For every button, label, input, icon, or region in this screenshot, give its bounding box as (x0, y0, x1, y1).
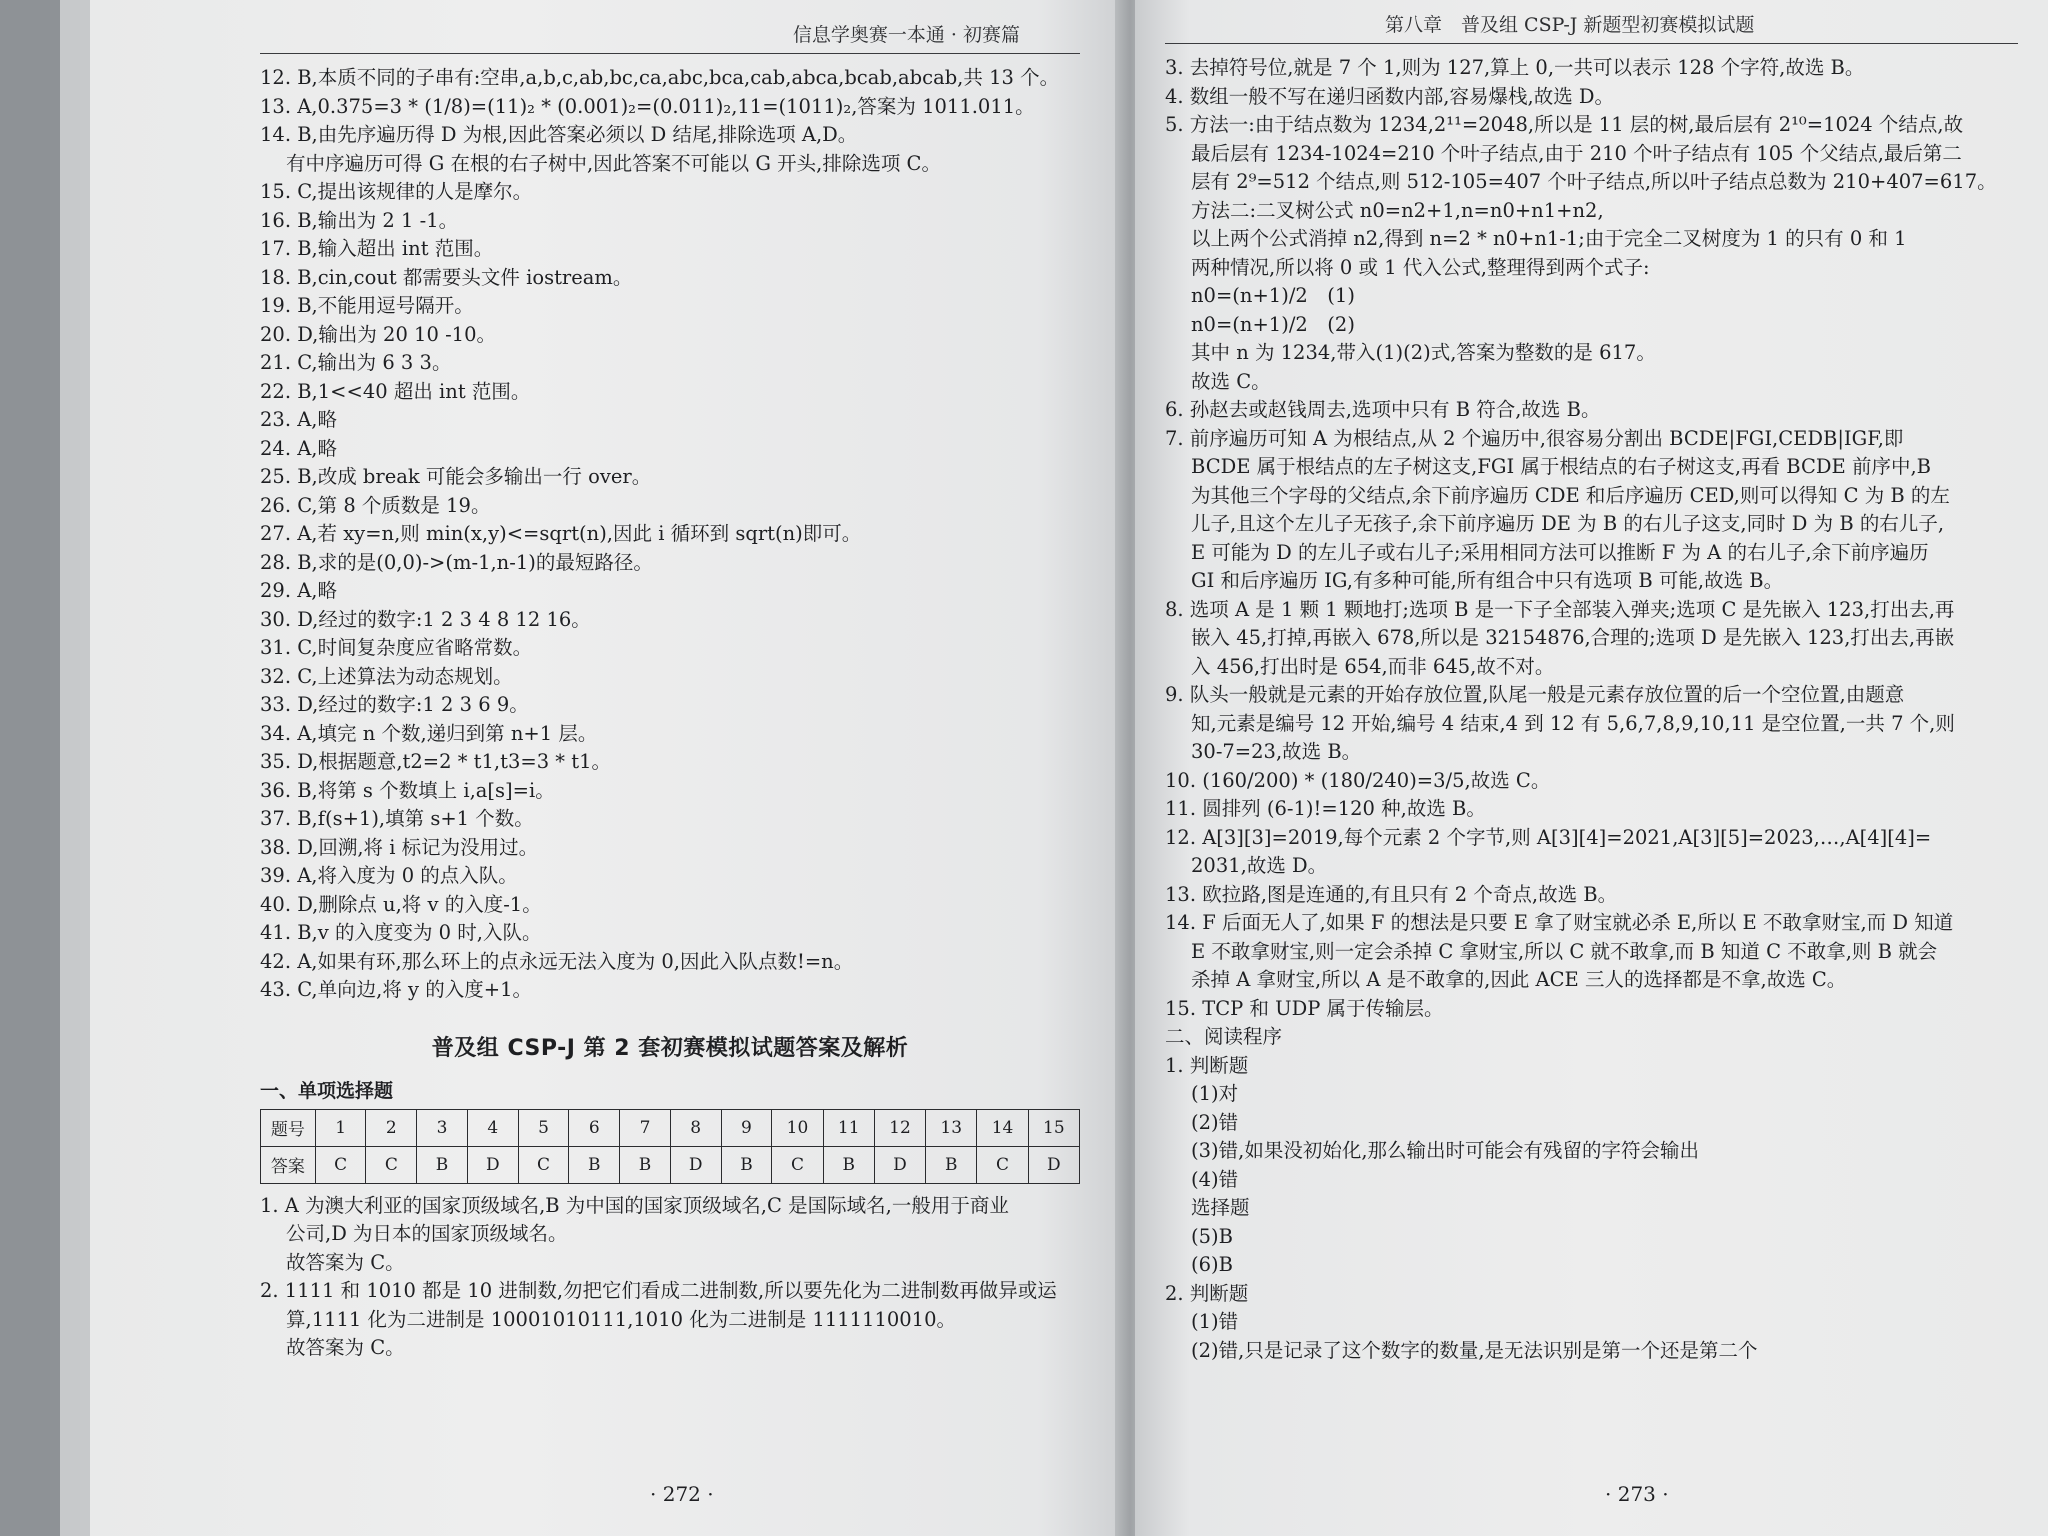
left-answer-list (260, 64, 1080, 1005)
text-line: 12. A[3][3]=2019,每个元素 2 个字节,则 A[3][4]=2021,A[3][5]=2023,…,A[4][4]= (1165, 825, 1932, 849)
text-line: 29. A,略 (260, 579, 337, 602)
text-line: 方法二:二叉树公式 n0=n2+1,n=n0+n1+n2, (1191, 198, 1604, 222)
text-line: 12. B,本质不同的子串有:空串,a,b,c,ab,bc,ca,abc,bca,cab,abca,bcab,abcab,共 13 个。 (260, 66, 1060, 89)
text-line: 20. D,输出为 20 10 -10。 (260, 322, 496, 346)
page-number-left: · 272 · (650, 1482, 714, 1506)
section-title: 普及组 CSP-J 第 2 套初赛模拟试题答案及解析 (431, 1035, 909, 1061)
answer-cell: D (467, 1146, 518, 1183)
question-number-cell: 9 (721, 1109, 772, 1146)
text-line: 40. D,删除点 u,将 v 的入度-1。 (260, 892, 542, 916)
text-line: (2)错 (1191, 1110, 1239, 1134)
text-line: 故答案为 C。 (286, 1336, 405, 1359)
text-line: 37. B,f(s+1),填第 s+1 个数。 (260, 807, 534, 830)
text-line: 23. A,略 (260, 408, 337, 431)
text-line: 7. 前序遍历可知 A 为根结点,从 2 个遍历中,很容易分割出 BCDE|FGI,CEDB|IGF,即 (1165, 426, 1904, 450)
text-line: 6. 孙赵去或赵钱周去,选项中只有 B 符合,故选 B。 (1165, 398, 1601, 421)
text-line: 42. A,如果有环,那么环上的点永远无法入度为 0,因此入队点数!=n。 (260, 949, 854, 973)
answer-cell: C (977, 1146, 1028, 1183)
right-running-head: 第八章 普及组 CSP-J 新题型初赛模拟试题 (1165, 10, 2018, 44)
right-answer-list (1165, 54, 2018, 1365)
text-line: 19. B,不能用逗号隔开。 (260, 294, 474, 317)
text-line: 知,元素是编号 12 开始,编号 4 结束,4 到 12 有 5,6,7,8,9,10,11 是空位置,一共 7 个,则 (1191, 711, 1955, 735)
text-line: 算,1111 化为二进制是 10001010111,1010 化为二进制是 1111110010。 (286, 1307, 956, 1331)
text-line: 其中 n 为 1234,带入(1)(2)式,答案为整数的是 617。 (1191, 341, 1656, 364)
text-line: 32. C,上述算法为动态规划。 (260, 664, 513, 688)
text-line: 8. 选项 A 是 1 颗 1 颗地打;选项 B 是一下子全部装入弹夹;选项 C 是先嵌入 123,打出去,再 (1165, 597, 1955, 621)
text-line: 43. C,单向边,将 y 的入度+1。 (260, 978, 532, 1001)
text-line: 31. C,时间复杂度应省略常数。 (260, 636, 533, 659)
text-line: BCDE 属于根结点的左子树这支,FGI 属于根结点的右子树这支,再看 BCDE 前序中,B (1191, 455, 1931, 478)
answer-table-row-label: 题号 (261, 1109, 316, 1146)
answer-table-row-label: 答案 (261, 1146, 316, 1183)
question-number-cell: 4 (467, 1109, 518, 1146)
question-number-cell: 7 (620, 1109, 671, 1146)
text-line: 1. A 为澳大利亚的国家顶级域名,B 为中国的国家顶级域名,C 是国际域名,一般用于商业 (260, 1193, 1009, 1217)
text-line: (5)B (1191, 1224, 1233, 1248)
question-number-cell: 11 (823, 1109, 874, 1146)
text-line: 故选 C。 (1191, 369, 1271, 393)
question-number-cell: 1 (315, 1109, 366, 1146)
text-line: 为其他三个字母的父结点,余下前序遍历 CDE 和后序遍历 CED,则可以得知 C 为 B 的左 (1191, 483, 1950, 507)
answer-cell: B (569, 1146, 620, 1183)
text-line: 30-7=23,故选 B。 (1191, 740, 1362, 763)
text-line: 16. B,输出为 2 1 -1。 (260, 208, 459, 232)
text-line: (1)错 (1191, 1310, 1239, 1333)
answer-cell: B (823, 1146, 874, 1183)
question-number-cell: 15 (1028, 1109, 1079, 1146)
text-line: 入 456,打出时是 654,而非 645,故不对。 (1191, 654, 1555, 678)
book (60, 0, 2048, 1536)
text-line: 24. A,略 (260, 436, 337, 460)
text-line: 2. 判断题 (1165, 1281, 1249, 1305)
text-line: 10. (160/200) * (180/240)=3/5,故选 C。 (1165, 768, 1551, 792)
text-line: GI 和后序遍历 IG,有多种可能,所有组合中只有选项 B 可能,故选 B。 (1191, 569, 1784, 592)
text-line: 28. B,求的是(0,0)->(m-1,n-1)的最短路径。 (260, 550, 653, 574)
page-number-right: · 273 · (1605, 1482, 1669, 1506)
text-line: (4)错 (1191, 1167, 1239, 1191)
answer-cell: B (620, 1146, 671, 1183)
text-line: 18. B,cin,cout 都需要头文件 iostream。 (260, 265, 633, 289)
text-line: 5. 方法一:由于结点数为 1234,2¹¹=2048,所以是 11 层的树,最后层有 2¹⁰=1024 个结点,故 (1165, 113, 1964, 136)
text-line: 层有 2⁹=512 个结点,则 512-105=407 个叶子结点,所以叶子结点总数为 210+407=617。 (1191, 170, 1997, 193)
text-line: 以上两个公式消掉 n2,得到 n=2 * n0+n1-1;由于完全二叉树度为 1 的只有 0 和 1 (1191, 227, 1907, 250)
text-line: 14. B,由先序遍历得 D 为根,因此答案必须以 D 结尾,排除选项 A,D。 (260, 123, 858, 146)
text-line: 27. A,若 xy=n,则 min(x,y)<=sqrt(n),因此 i 循环到 sqrt(n)即可。 (260, 522, 862, 545)
text-line: 17. B,输入超出 int 范围。 (260, 237, 494, 260)
question-number-cell: 2 (366, 1109, 417, 1146)
text-line: n0=(n+1)/2 (2) (1191, 312, 1355, 336)
question-number-cell: 3 (417, 1109, 468, 1146)
text-line: 15. TCP 和 UDP 属于传输层。 (1165, 996, 1444, 1020)
question-number-cell: 13 (926, 1109, 977, 1146)
answer-cell: C (518, 1146, 569, 1183)
question-number-cell: 8 (670, 1109, 721, 1146)
answer-cell: C (366, 1146, 417, 1183)
text-line: 3. 去掉符号位,就是 7 个 1,则为 127,算上 0,一共可以表示 128 个字符,故选 B。 (1165, 56, 1865, 79)
text-line: (6)B (1191, 1253, 1233, 1276)
text-line: (2)错,只是记录了这个数字的数量,是无法识别是第一个还是第二个 (1191, 1338, 1758, 1362)
text-line: 41. B,v 的入度变为 0 时,入队。 (260, 921, 542, 944)
text-line: 2031,故选 D。 (1191, 854, 1328, 877)
text-line: 36. B,将第 s 个数填上 i,a[s]=i。 (260, 778, 555, 802)
question-number-cell: 12 (874, 1109, 925, 1146)
text-line: 杀掉 A 拿财宝,所以 A 是不敢拿的,因此 ACE 三人的选择都是不拿,故选 C。 (1191, 968, 1847, 991)
text-line: 2. 1111 和 1010 都是 10 进制数,勿把它们看成二进制数,所以要先化为二进制数再做异或运 (260, 1279, 1057, 1302)
answer-table-number-row (261, 1109, 1080, 1146)
text-line: 15. C,提出该规律的人是摩尔。 (260, 180, 533, 203)
explanation-list (260, 1192, 1080, 1363)
question-number-cell: 6 (569, 1109, 620, 1146)
answer-cell: C (772, 1146, 823, 1183)
text-line: 25. B,改成 break 可能会多输出一行 over。 (260, 465, 652, 488)
text-line: E 可能为 D 的左儿子或右儿子;采用相同方法可以推断 F 为 A 的右儿子,余下前序遍历 (1191, 540, 1929, 564)
text-line: 儿子,且这个左儿子无孩子,余下前序遍历 DE 为 B 的右儿子这支,同时 D 为 B 的右儿子, (1191, 512, 1945, 535)
text-line: 二、阅读程序 (1165, 1025, 1283, 1048)
text-line: 1. 判断题 (1165, 1053, 1249, 1077)
text-line: 公司,D 为日本的国家顶级域名。 (286, 1222, 568, 1245)
answer-cell: B (417, 1146, 468, 1183)
text-line: 39. A,将入度为 0 的点入队。 (260, 864, 518, 887)
answer-cell: D (1028, 1146, 1079, 1183)
text-line: 9. 队头一般就是元素的开始存放位置,队尾一般是元素存放位置的后一个空位置,由题意 (1165, 683, 1905, 706)
text-line: n0=(n+1)/2 (1) (1191, 284, 1355, 307)
text-line: 34. A,填完 n 个数,递归到第 n+1 层。 (260, 721, 598, 745)
text-line: 33. D,经过的数字:1 2 3 6 9。 (260, 693, 529, 716)
answer-table-answer-row (261, 1146, 1080, 1183)
text-line: 30. D,经过的数字:1 2 3 4 8 12 16。 (260, 607, 591, 631)
text-line: E 不敢拿财宝,则一定会杀掉 C 拿财宝,所以 C 就不敢拿,而 B 知道 C 不敢拿,则 B 就会 (1191, 939, 1938, 963)
sub-title: 一、单项选择题 (260, 1079, 394, 1102)
text-line: 4. 数组一般不写在递归函数内部,容易爆栈,故选 D。 (1165, 84, 1615, 108)
text-line: 35. D,根据题意,t2=2 * t1,t3=3 * t1。 (260, 750, 612, 773)
text-line: (1)对 (1191, 1082, 1239, 1105)
question-number-cell: 14 (977, 1109, 1028, 1146)
text-line: 选择题 (1191, 1196, 1250, 1219)
answer-cell: B (926, 1146, 977, 1183)
answer-cell: C (315, 1146, 366, 1183)
text-line: 26. C,第 8 个质数是 19。 (260, 493, 491, 517)
text-line: (3)错,如果没初始化,那么输出时可能会有残留的字符会输出 (1191, 1139, 1700, 1162)
text-line: 14. F 后面无人了,如果 F 的想法是只要 E 拿了财宝就必杀 E,所以 E 不敢拿财宝,而 D 知道 (1165, 911, 1954, 934)
text-line: 21. C,输出为 6 3 3。 (260, 351, 452, 374)
question-number-cell: 5 (518, 1109, 569, 1146)
left-page (90, 0, 1120, 1536)
text-line: 22. B,1<<40 超出 int 范围。 (260, 379, 531, 403)
text-line: 11. 圆排列 (6-1)!=120 种,故选 B。 (1165, 797, 1486, 820)
answer-cell: D (874, 1146, 925, 1183)
answer-cell: B (721, 1146, 772, 1183)
text-line: 最后层有 1234-1024=210 个叶子结点,由于 210 个叶子结点有 105 个父结点,最后第二 (1191, 141, 1962, 165)
text-line: 两种情况,所以将 0 或 1 代入公式,整理得到两个式子: (1191, 255, 1650, 279)
text-line: 13. 欧拉路,图是连通的,有且只有 2 个奇点,故选 B。 (1165, 882, 1618, 906)
left-running-head: 信息学奥赛一本通 · 初赛篇 (260, 20, 1080, 54)
text-line: 13. A,0.375=3 * (1/8)=(11)₂ * (0.001)₂=(0.011)₂,11=(1011)₂,答案为 1011.011。 (260, 94, 1035, 118)
text-line: 有中序遍历可得 G 在根的右子树中,因此答案不可能以 G 开头,排除选项 C。 (286, 151, 941, 175)
text-line: 38. D,回溯,将 i 标记为没用过。 (260, 835, 539, 859)
answer-cell: D (670, 1146, 721, 1183)
question-number-cell: 10 (772, 1109, 823, 1146)
right-page (1135, 0, 2048, 1536)
text-line: 故答案为 C。 (286, 1250, 405, 1274)
text-line: 嵌入 45,打掉,再嵌入 678,所以是 32154876,合理的;选项 D 是先嵌入 123,打出去,再嵌 (1191, 626, 1955, 649)
answer-table (260, 1109, 1080, 1184)
